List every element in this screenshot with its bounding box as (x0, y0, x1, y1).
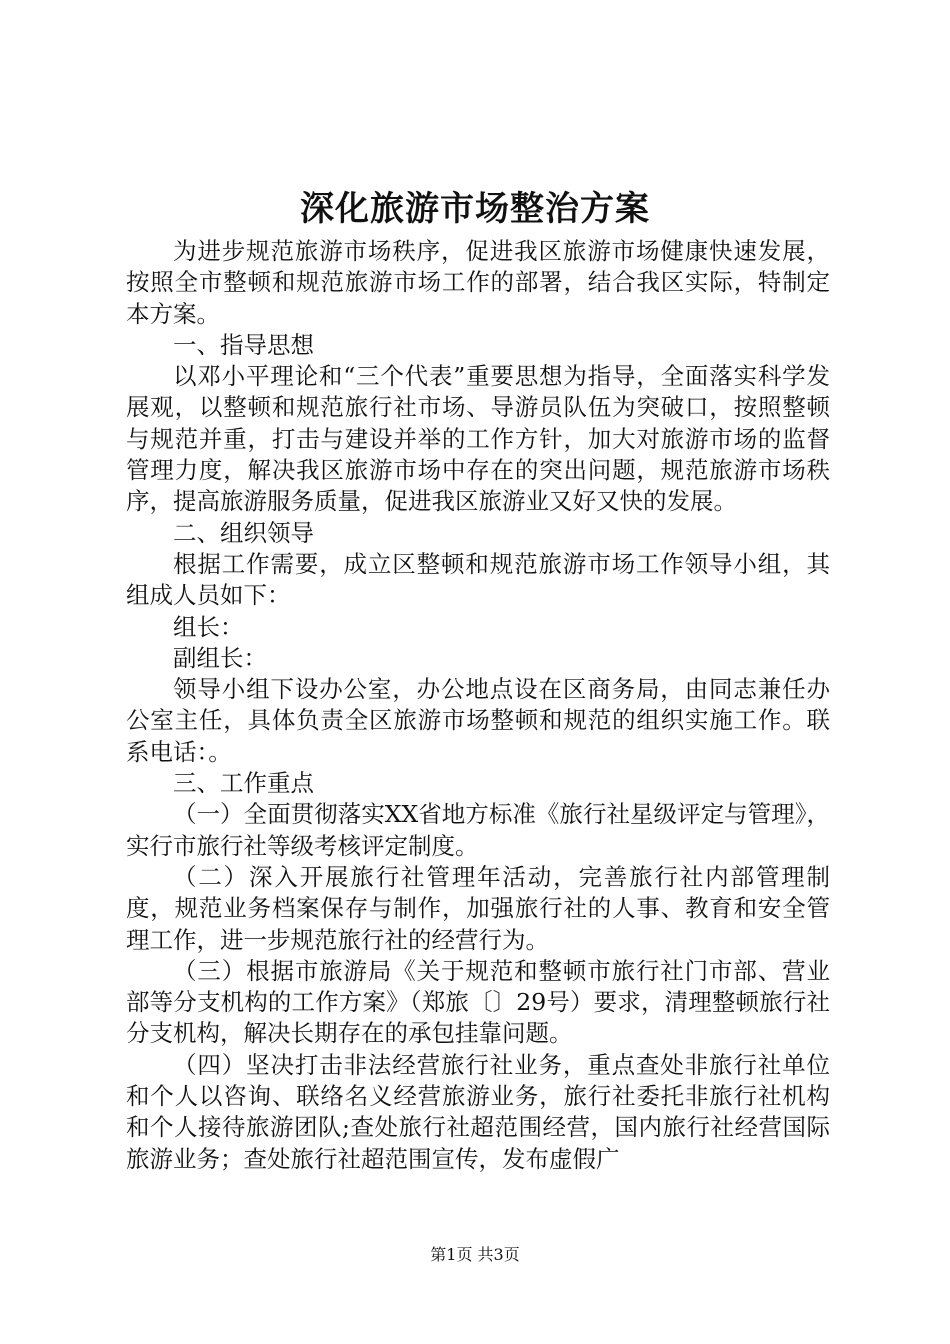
paragraph-intro: 为进步规范旅游市场秩序，促进我区旅游市场健康快速发展，按照全市整顿和规范旅游市场工作的部署，结合我区实际，特制定本方案。 (126, 237, 830, 328)
paragraph-office: 领导小组下设办公室，办公地点设在区商务局，由同志兼任办公室主任，具体负责全区旅游市场整顿和规范的组织实施工作。联系电话：。 (126, 675, 830, 766)
paragraph-organization: 根据工作需要，成立区整顿和规范旅游市场工作领导小组，其组成人员如下： (126, 549, 830, 610)
paragraph-focus-4: （四）坚决打击非法经营旅行社业务，重点查处非旅行社单位和个人以咨询、联络名义经营旅游业务，旅行社委托非旅行社机构和个人接待旅游团队;查处旅行社超范围经营，国内旅行社经营国际旅游业务；查处旅行社超范围宣传，发布虚假广 (126, 1050, 830, 1173)
paragraph-focus-1: （一）全面贯彻落实XX省地方标准《旅行社星级评定与管理》，实行市旅行社等级考核评定制度。 (126, 800, 830, 860)
page-number-footer: 第1页 共3页 (430, 1245, 520, 1264)
paragraph-deputy-leader: 副组长： (173, 643, 267, 672)
heading-organization: 二、组织领导 (173, 518, 314, 547)
paragraph-guiding-ideology: 以邓小平理论和“三个代表”重要思想为指导，全面落实科学发展观，以整顿和规范旅行社市场、导游员队伍为突破口，按照整顿与规范并重，打击与建设并举的工作方针，加大对旅游市场的监督管理力度，解决我区旅游市场中存在的突出问题，规范旅游市场秩序，提高旅游服务质量，促进我区旅游业又好又快的发展。 (126, 362, 830, 516)
paragraph-leader: 组长： (173, 612, 244, 641)
paragraph-focus-2: （二）深入开展旅行社管理年活动，完善旅行社内部管理制度，规范业务档案保存与制作，加强旅行社的人事、教育和安全管理工作，进一步规范旅行社的经营行为。 (126, 862, 830, 954)
document-title: 深化旅游市场整治方案 (300, 189, 650, 229)
document-body (126, 236, 830, 1175)
heading-work-focus: 三、工作重点 (173, 769, 314, 798)
paragraph-focus-3: （三）根据市旅游局《关于规范和整顿市旅行社门市部、营业部等分支机构的工作方案》（郑旅〔〕29号）要求，清理整顿旅行社分支机构，解决长期存在的承包挂靠问题。 (126, 956, 830, 1048)
heading-guiding-ideology: 一、指导思想 (173, 330, 314, 359)
